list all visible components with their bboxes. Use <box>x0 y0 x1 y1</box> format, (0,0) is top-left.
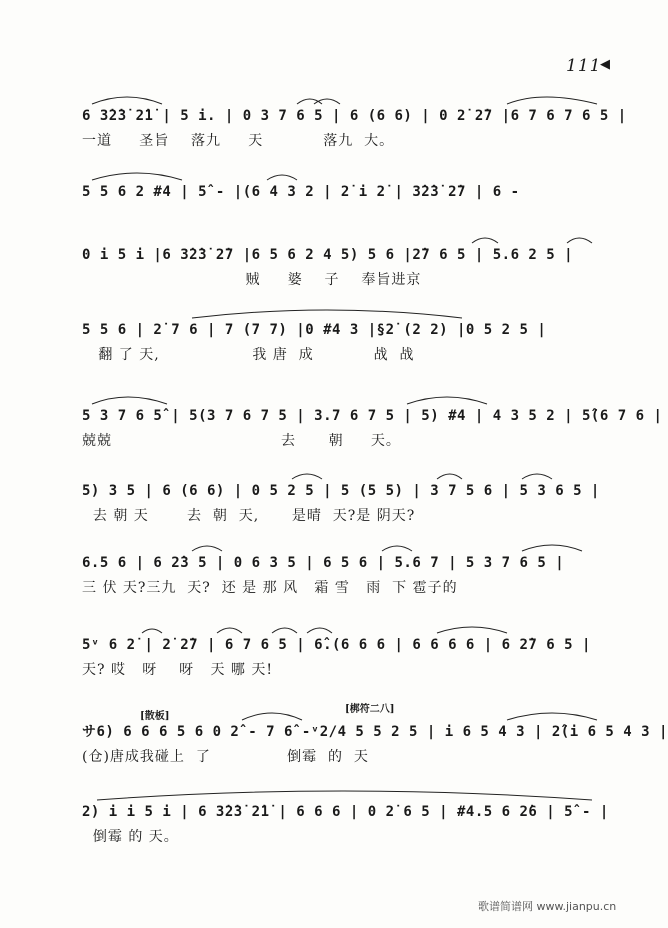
lyrics-line <box>82 206 607 228</box>
notation-line: 6.5 6 | 6 2̇3 5 | 0 6 3 5 | 6 5 6 | 5.6 7 | 5 3 7 6 5 | <box>82 555 565 571</box>
notation-line: 0 i 5 i |6 3̇2̇3̇ 2̇7 |6 5 6 2 4 5) 5 6 |2̇7 6 5 | 5.6 2 5 | <box>82 247 574 263</box>
notation-line: 2) i i 5 i | 6 3̇2̇3̇ 2̇1̇ | 6 6 6 | 0 2̇ 6 5 | #4.5 6 2̇6 | 5̂ - | <box>82 804 609 820</box>
lyrics-line: 去 朝 天 去 朝 天, 是晴 天?是 阴天? <box>82 508 416 524</box>
paifu-marking: [梆符二八] <box>345 704 395 715</box>
lyrics-line: 天? 哎 呀 呀 天 哪 天! <box>82 662 273 678</box>
notation-line: 5) 3 5 | 6 (6 6) | 0 5 2 5 | 5 (5 5) | 3 7 5 6 | 5 3 6 5 | <box>82 483 600 499</box>
lyrics-line: 兢兢 去 朝 天。 <box>82 433 401 449</box>
notation-line: 5 5 6 2 #4 | 5̂ - |(6 4 3 2 | 2̇ i 2̇ | 3̇2̇3̇ 2̇7 | 6 - <box>82 184 520 200</box>
page-corner-mark: ◀ <box>600 57 610 72</box>
notation-line: 5 3 7 6 5̂ | 5(3 7 6 7 5 | 3.7 6 7 5 | 5) #4 | 4 3 5 2 | 5̂(6 7 6 | <box>82 408 663 424</box>
lyrics-line: 一道 圣旨 落九 天 落九 大。 <box>82 133 395 149</box>
lyrics-line: 贼 婆 子 奉旨进京 <box>82 272 422 288</box>
lyrics-line: 三 伏 天?三九 天? 还 是 那 风 霜 雪 雨 下 雹子的 <box>82 580 458 596</box>
notation-line: 6 3̇2̇3̇ 2̇1̇ | 5 i. | 0 3 7 6 5 | 6 (6 6) | 0 2̇ 2̇7 |6 7 6 7 6 5 | <box>82 108 627 124</box>
notation-line: サ6) 6 6 6 5 6 0 2̂ - 7 6̂ -ᵛ2/4 5 5 2 5 | i 6 5 4 3 | 2̂(i 6 5 4 3 | <box>82 724 668 740</box>
sanban-marking: [散板] <box>140 711 170 722</box>
notation-line: 5ᵛ 6 2̇ | 2̇ 2̇7 | 6 7 6 5 | 6̂.(6 6 6 | 6 6 6 6 | 6 2̇7 6 5 | <box>82 637 591 653</box>
lyrics-line: 倒霉 的 天。 <box>82 829 179 845</box>
notation-line: 5 5 6 | 2̇ 7 6 | 7 (7 7) |0 #4 3 |§2̇ (2 2) |0 5 2 5 | <box>82 322 547 338</box>
lyrics-line: (仓)唐成我碰上 了 倒霉 的 天 <box>82 749 369 765</box>
site-watermark: 歌谱简谱网 www.jianpu.cn <box>478 900 617 913</box>
page-number: 111 <box>566 56 602 76</box>
lyrics-line: 翻 了 天, 我 唐 成 战 战 <box>82 347 415 363</box>
